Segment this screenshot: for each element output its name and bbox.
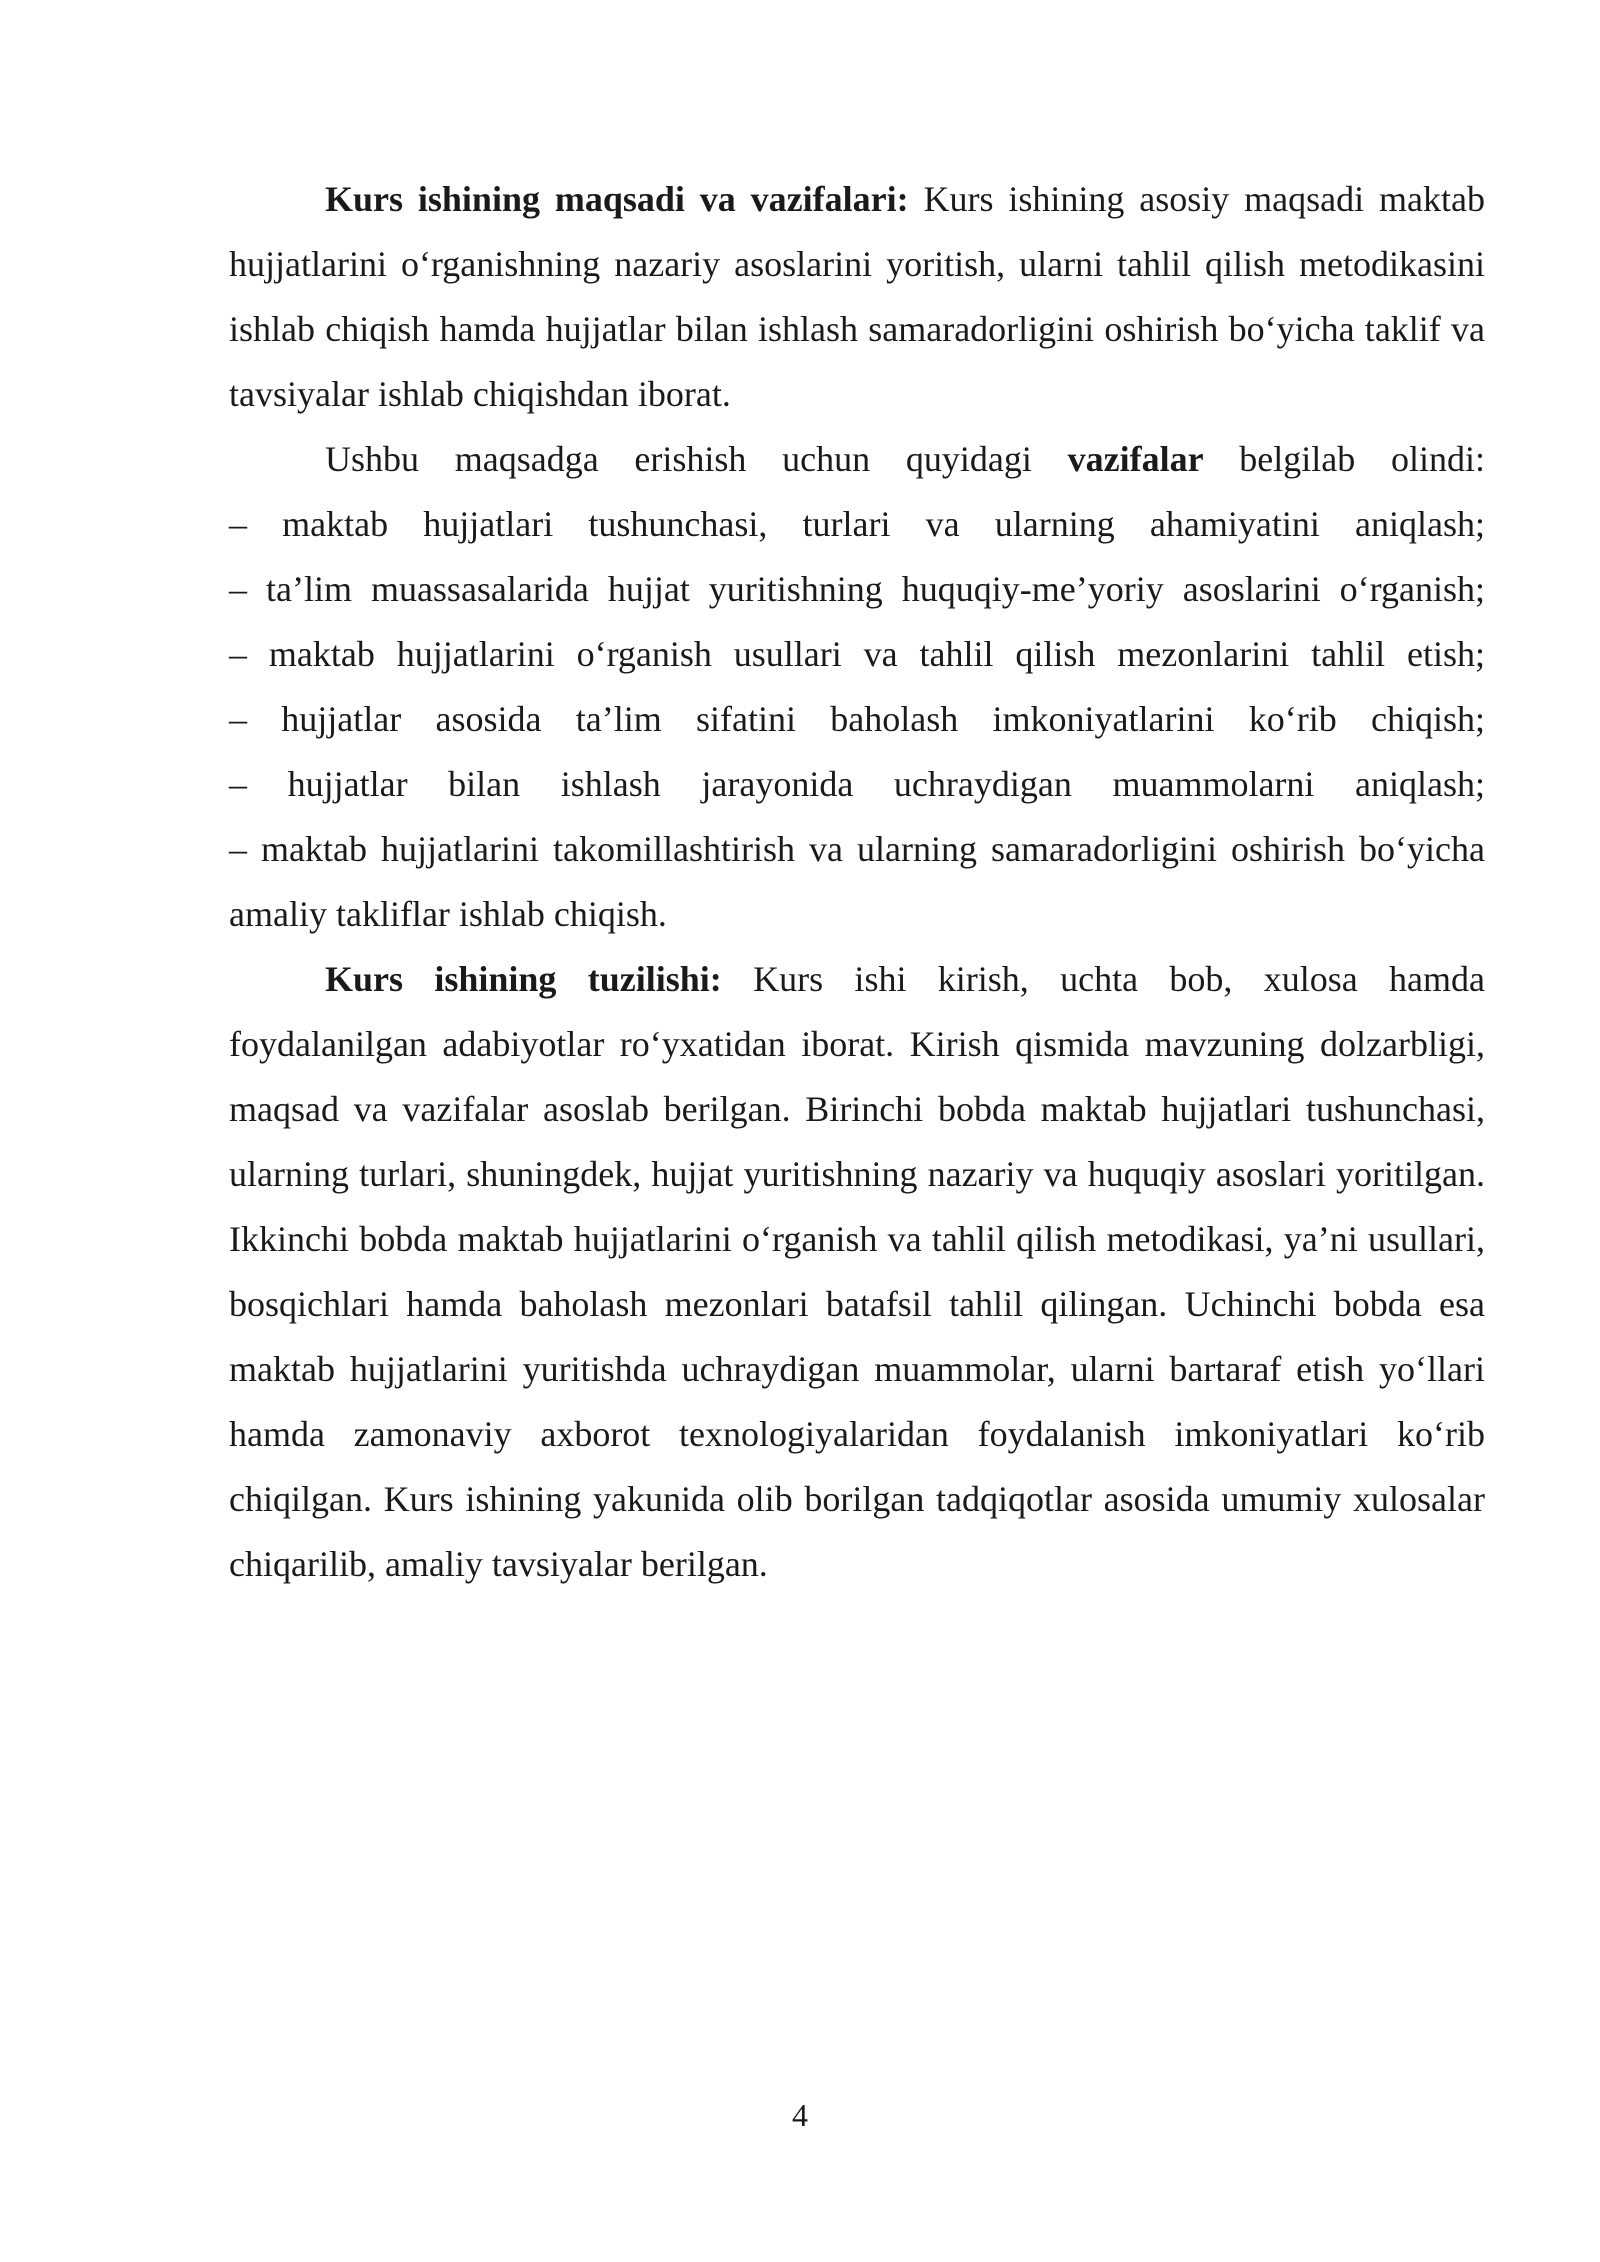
paragraph-structure (229, 947, 1485, 1597)
paragraph-tasks-intro (229, 427, 1485, 492)
tasks-intro-bold: vazifalar (1067, 439, 1204, 479)
page-body (229, 167, 1485, 1597)
goal-heading: Kurs ishining maqsadi va vazifalari: (325, 179, 909, 219)
tasks-intro-before: Ushbu maqsadga erishish uchun quyidagi (325, 439, 1068, 479)
task-item-3: – maktab hujjatlarini o‘rganish usullari va tahlil qilish mezonlarini tahlil etish; (229, 634, 1485, 674)
goal-text: Kurs ishining asosiy maqsadi maktab hujjatlarini o‘rganishning nazariy asoslarini yoritish, ularni tahlil qilish metodikasini ishlab chiqish hamda hujjatlar bilan ishlash samaradorligini oshirish bo‘yicha taklif va tavsiyalar ishlab chiqishdan iborat. (229, 179, 1485, 414)
tasks-intro-after: belgilab olindi: (1203, 439, 1485, 479)
task-item-1: – maktab hujjatlari tushunchasi, turlari va ularning ahamiyatini aniqlash; (229, 504, 1485, 544)
page-number: 4 (792, 2097, 808, 2133)
tasks-list (229, 492, 1485, 947)
task-item-6: – maktab hujjatlarini takomillashtirish va ularning samaradorligini oshirish bo‘yicha amaliy takliflar ishlab chiqish. (229, 829, 1485, 934)
paragraph-goal (229, 167, 1485, 427)
structure-text: Kurs ishi kirish, uchta bob, xulosa hamda foydalanilgan adabiyotlar ro‘yxatidan iborat. Kirish qismida mavzuning dolzarbligi, maqsad va vazifalar asoslab berilgan. Birinchi bobda maktab hujjatlari tushunchasi, ularning turlari, shuningdek, hujjat yuritishning nazariy va huquqiy asoslari yoritilgan. Ikkinchi bobda maktab hujjatlarini o‘rganish va tahlil qilish metodikasi, ya’ni usullari, bosqichlari hamda baholash mezonlari batafsil tahlil qilingan. Uchinchi bobda esa maktab hujjatlarini yuritishda uchraydigan muammolar, ularni bartaraf etish yo‘llari hamda zamonaviy axborot texnologiyalaridan foydalanish imkoniyatlari ko‘rib chiqilgan. Kurs ishining yakunida olib borilgan tadqiqotlar asosida umumiy xulosalar chiqarilib, amaliy tavsiyalar berilgan. (229, 959, 1486, 1584)
structure-heading: Kurs ishining tuzilishi: (325, 959, 722, 999)
task-item-5: – hujjatlar bilan ishlash jarayonida uchraydigan muammolarni aniqlash; (229, 764, 1485, 804)
task-item-4: – hujjatlar asosida ta’lim sifatini baholash imkoniyatlarini ko‘rib chiqish; (229, 699, 1485, 739)
task-item-2: – ta’lim muassasalarida hujjat yuritishning huquqiy-me’yoriy asoslarini o‘rganish; (229, 569, 1485, 609)
